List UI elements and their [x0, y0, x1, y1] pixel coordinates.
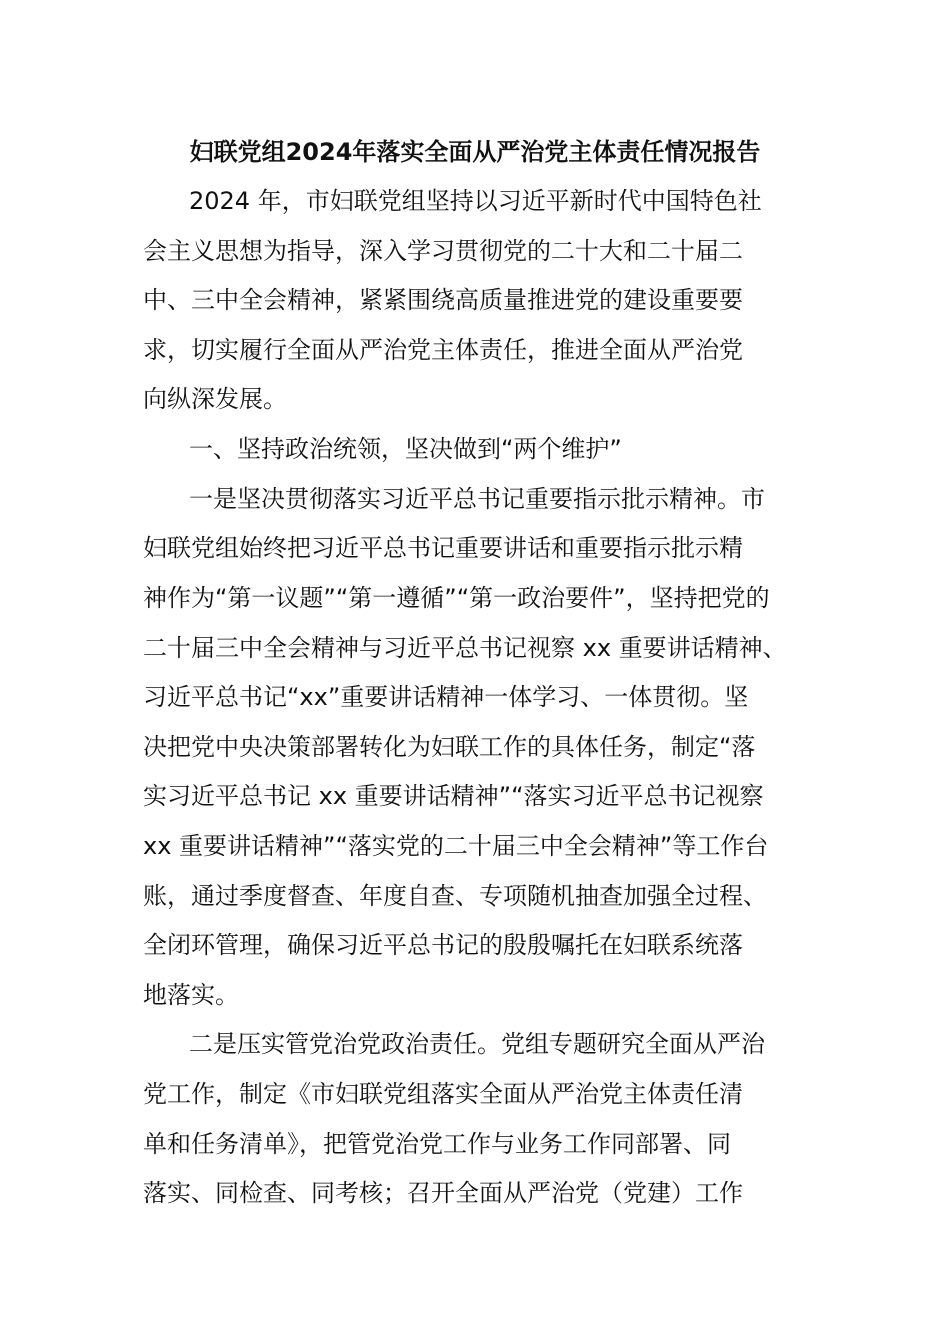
paragraph-line: 党工作，制定《市妇联党组落实全面从严治党主体责任清 — [143, 1080, 743, 1108]
paragraph-line: 会主义思想为指导，深入学习贯彻党的二十大和二十届二 — [143, 237, 743, 265]
paragraph-line: 妇联党组始终把习近平总书记重要讲话和重要指示批示精 — [143, 534, 743, 562]
paragraph-line: 中、三中全会精神，紧紧围绕高质量推进党的建设重要要 — [143, 286, 743, 314]
paragraph-line: 地落实。 — [143, 981, 239, 1009]
paragraph-line: xx 重要讲话精神”“落实党的二十届三中全会精神”等工作台 — [143, 832, 769, 860]
paragraph-line: 向纵深发展。 — [143, 385, 287, 413]
paragraph-line: 账，通过季度督查、年度自查、专项随机抽查加强全过程、 — [143, 882, 767, 910]
paragraph-line: 单和任务清单》，把管党治党工作与业务工作同部署、同 — [143, 1130, 731, 1158]
paragraph-line: 求，切实履行全面从严治党主体责任，推进全面从严治党 — [143, 336, 743, 364]
paragraph-line: 神作为“第一议题”“第一遵循”“第一政治要件”，坚持把党的 — [143, 584, 770, 612]
paragraph-line: 落实、同检查、同考核；召开全面从严治党（党建）工作 — [143, 1179, 743, 1207]
paragraph-line: 实习近平总书记 xx 重要讲话精神”“落实习近平总书记视察 — [143, 782, 764, 810]
paragraph-line: 二十届三中全会精神与习近平总书记视察 xx 重要讲话精神、 — [143, 634, 787, 662]
paragraph-line: 2024 年，市妇联党组坚持以习近平新时代中国特色社 — [189, 187, 762, 215]
paragraph-line: 习近平总书记“xx”重要讲话精神一体学习、一体贯彻。坚 — [143, 683, 749, 711]
paragraph-line: 全闭环管理，确保习近平总书记的殷殷嘱托在妇联系统落 — [143, 931, 743, 959]
document-title: 妇联党组2024年落实全面从严治党主体责任情况报告 — [189, 138, 761, 166]
paragraph-line: 二是压实管党治党政治责任。党组专题研究全面从严治 — [189, 1030, 765, 1058]
paragraph-line: 决把党中央决策部署转化为妇联工作的具体任务，制定“落 — [143, 733, 756, 761]
section-heading: 一、坚持政治统领，坚决做到“两个维护” — [189, 435, 622, 463]
paragraph-line: 一是坚决贯彻落实习近平总书记重要指示批示精神。市 — [189, 485, 765, 513]
